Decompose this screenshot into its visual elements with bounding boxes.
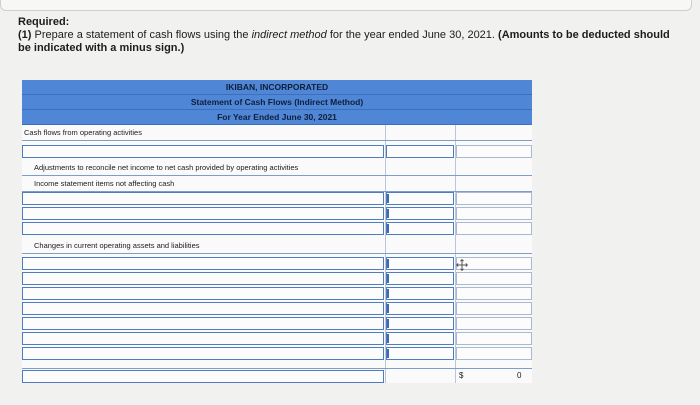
amount-cursor — [387, 194, 389, 203]
total-input[interactable] — [456, 145, 532, 158]
description-input[interactable] — [22, 192, 384, 205]
amount-cursor — [387, 304, 389, 313]
required-heading: Required: — [18, 16, 70, 28]
income-items-label: Income statement items not affecting cash — [22, 176, 532, 192]
previous-panel-edge — [0, 0, 692, 11]
company-name-header: IKIBAN, INCORPORATED — [22, 80, 532, 95]
statement-title-header: Statement of Cash Flows (Indirect Method) — [22, 95, 532, 110]
line-row — [22, 302, 532, 316]
description-input[interactable] — [22, 145, 384, 158]
amount-input[interactable] — [386, 207, 454, 220]
requirement-text-2: for the year ended June 30, 2021. — [326, 29, 499, 41]
instructions — [18, 16, 678, 55]
requirement-note: (Amounts to be deducted should be indicated with a minus sign.) — [18, 29, 670, 54]
amount-cursor — [387, 209, 389, 218]
requirement-text: Prepare a statement of cash flows using the — [31, 29, 252, 41]
description-input[interactable] — [22, 222, 384, 235]
amount-input[interactable] — [386, 347, 454, 360]
amount-input[interactable] — [386, 222, 454, 235]
changes-label: Changes in current operating assets and liabilities — [22, 238, 532, 254]
description-input[interactable] — [22, 317, 384, 330]
total-input[interactable] — [456, 332, 532, 345]
requirement-number: (1) — [18, 29, 32, 41]
line-row — [22, 347, 532, 361]
currency-symbol: $ — [459, 371, 464, 380]
amount-input[interactable] — [386, 145, 454, 158]
line-row — [22, 272, 532, 286]
amount-cursor — [387, 224, 389, 233]
description-input[interactable] — [22, 207, 384, 220]
net-cash-label-input[interactable] — [22, 370, 384, 383]
amount-cursor — [387, 319, 389, 328]
description-input[interactable] — [22, 287, 384, 300]
net-cash-total-row — [22, 368, 532, 383]
amount-cursor — [387, 334, 389, 343]
total-input[interactable] — [456, 317, 532, 330]
total-input[interactable] — [456, 347, 532, 360]
cash-flow-worksheet — [22, 80, 532, 383]
operating-section-label: Cash flows from operating activities — [22, 125, 532, 141]
description-input[interactable] — [22, 257, 384, 270]
amount-input[interactable] — [386, 257, 454, 270]
amount-input[interactable] — [386, 287, 454, 300]
line-row — [22, 332, 532, 346]
total-input[interactable] — [456, 222, 532, 235]
amount-input[interactable] — [386, 192, 454, 205]
total-input[interactable] — [456, 207, 532, 220]
line-row — [22, 207, 532, 221]
amount-cursor — [387, 349, 389, 358]
description-input[interactable] — [22, 302, 384, 315]
line-row — [22, 222, 532, 236]
amount-cursor — [387, 289, 389, 298]
amount-cursor — [387, 259, 389, 268]
amount-input[interactable] — [386, 272, 454, 285]
total-input[interactable] — [456, 287, 532, 300]
amount-input[interactable] — [386, 332, 454, 345]
description-input[interactable] — [22, 272, 384, 285]
description-input[interactable] — [22, 332, 384, 345]
statement-period-header: For Year Ended June 30, 2021 — [22, 110, 532, 125]
total-input[interactable] — [456, 302, 532, 315]
net-cash-total-value: 0 — [517, 371, 522, 380]
amount-input[interactable] — [386, 317, 454, 330]
line-row — [22, 145, 532, 159]
line-row — [22, 192, 532, 206]
total-input[interactable] — [456, 272, 532, 285]
move-cross-icon[interactable] — [456, 258, 468, 270]
amount-input[interactable] — [386, 302, 454, 315]
adjustments-label: Adjustments to reconcile net income to net cash provided by operating activities — [22, 160, 532, 176]
description-input[interactable] — [22, 347, 384, 360]
requirement-method: indirect method — [251, 29, 327, 41]
line-row — [22, 317, 532, 331]
amount-cursor — [387, 274, 389, 283]
line-row — [22, 287, 532, 301]
total-input[interactable] — [456, 192, 532, 205]
